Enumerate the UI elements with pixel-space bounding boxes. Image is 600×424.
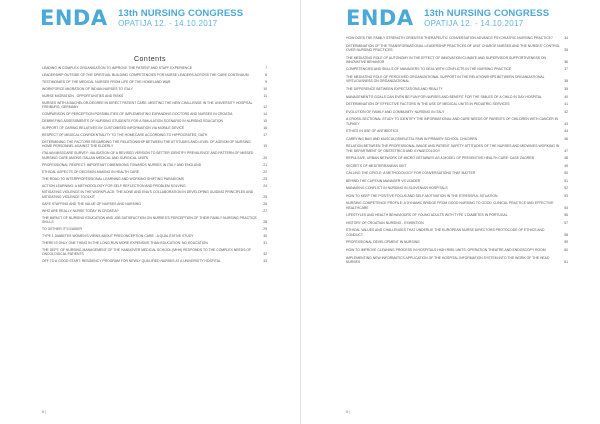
toc-entry-page: 31	[263, 241, 267, 245]
toc-entry-page: 39	[564, 86, 568, 91]
toc-entry-title: BEHIND THE CURTAIN MANAGER VS LEADER	[346, 178, 421, 183]
toc-entry-title: ETHICS IN USE OF ANTIBIOTICS	[346, 129, 399, 134]
toc-entry-title: THE DIFFERENCE BETWEEN EXPECTATIONS AND REALITY	[346, 86, 443, 91]
toc-entry-page: 7	[265, 66, 267, 70]
toc-entry-page: 22	[263, 169, 267, 174]
toc-entry-page: 9	[265, 79, 267, 84]
toc-entry-page: 40	[564, 94, 568, 99]
toc-entry-page: 54	[564, 205, 568, 210]
toc-entry-title: SECRETS OF MEDITERRANEAN DIET	[346, 163, 407, 168]
toc-entry-page: 52	[564, 186, 568, 191]
toc-entry-title: REPULSIVE, URBAN NETWORK OF MICRO GETAWAYS AS A MODEL OF PREVENTIVE HEALTH CARE: CASE ZAGREB	[346, 156, 534, 161]
toc-entry-page: 58	[564, 232, 568, 237]
toc-entry[interactable]	[346, 256, 568, 265]
toc-entry-page: 24	[263, 183, 267, 188]
congress-info	[424, 8, 549, 28]
toc-entry-page: 29	[263, 227, 267, 232]
toc-entry-title: SUPPORT OF CARING RELATIVES BY CUSTOMISED INFORMATION VIA MOBILE DEVICE	[42, 126, 185, 131]
toc-entry[interactable]	[346, 179, 568, 183]
toc-entry-title: HOW TO KEEP THE POSITIVE FOCUS AND SELF-MOTIVATION IN THE STRESSFUL SITUATION	[346, 193, 498, 198]
toc-entry-title: THE IMPACT OF NURSING EDUCATION AND JOB SATISFACTION ON NURSES'S PERCEPTION OF THEIR FAMILY NURSING PRACTICE SKILLS	[42, 215, 257, 225]
toc-entry-title: MANAGEMENT'S GOALS CAN EVEN BE FUN FOR NURSES AND BENEFIT FOR THE SMILES OF A CHILD IN DAY HOSPITAL	[346, 94, 542, 99]
toc-entry-title: COMPETENCIES AND SKILLS OF MANAGERS TO DEAL WITH CONFLICTS IN THE NURSING PRACTICE	[346, 67, 512, 72]
toc-entry-page: 44	[564, 129, 568, 134]
toc-entry[interactable]	[346, 87, 568, 91]
toc-entry[interactable]	[346, 56, 568, 65]
toc-entry[interactable]	[346, 36, 568, 40]
toc-entry-page: 15	[263, 119, 267, 124]
toc-entry-page: 59	[564, 240, 568, 245]
toc-entry[interactable]	[346, 110, 568, 114]
toc-entry[interactable]	[346, 228, 568, 237]
toc-entry-title: THE ROAD TO INTERPROFESSIONAL LEARNING AND WORKING SHIFTING PARADIGMS	[42, 176, 184, 181]
toc-entry-page: 27	[263, 208, 267, 213]
toc-entry[interactable]	[42, 170, 267, 174]
toc-entry[interactable]	[346, 164, 568, 168]
toc-entry-page: 10	[263, 86, 267, 91]
toc-entry-title: MANAGING CONFLICT IN NURSING IN SLOVENIAN HOSPITALS	[346, 186, 448, 191]
congress-title: 13th NURSING CONGRESS	[424, 8, 550, 19]
toc-entry-page: 34	[564, 36, 568, 40]
toc-entry[interactable]	[42, 87, 267, 91]
toc-entry-title: IMPLEMENTING NEW INFORMATICS APPLICATION OF THE HOSPITAL INFORMATION SYSTEM INTO THE WORK OF THE HEAD NURSES	[346, 255, 550, 264]
toc-entry-title: ACTION LEARNING: A METHODOLOGY FOR SELF REFLECTION AND PROBLEM SOLVING	[42, 183, 186, 188]
right-page	[300, 0, 600, 424]
toc-entry[interactable]	[42, 151, 267, 160]
toc-entry-title: RESPECT OF MEDICAL CONFIDENTIALITY TO THE HOMECARE ACCORDING TO HIPPOCRATES, OATH	[42, 132, 208, 137]
toc-entry-title: THE DEPT. OF NURSING MANAGEMENT OF THE HANNOVER MEDICAL SCHOOL (MHH) RESPONDS TO THE COMPLEX NEEDS OF ONCOLOGICAL PATIENTS	[42, 247, 252, 257]
toc-entry[interactable]	[42, 177, 267, 181]
toc-entry-title: ETHICAL ASPECTS OF DECISION-MAKING IN HEALTH CARE	[42, 169, 140, 174]
toc-entry-title: THE MEDIATING ROLE OF AUTONOMY IN THE EFFECT OF INNOVATION CLIMATE AND SUPERVISOR SUPPORTIVENESS ON INNOVATIVE BEHAVIOR	[346, 55, 547, 64]
enda-logo: ENDA	[40, 6, 108, 30]
enda-logo: ENDA	[346, 6, 414, 30]
toc-entry-title: SAFE STAFFING AND THE VALUE OF NURSES AND NURSING	[42, 201, 141, 206]
toc-entry[interactable]	[42, 126, 267, 130]
toc-entry-title: DETERMINING THE FACTORS REGARDING THE RELATIONSHIP BETWEEN THE ATTITUDES AND LEVEL OF AGEISM OF NURSING HOME PERSONNEL AGAINST THE ELDERLY	[42, 139, 251, 149]
toc-entry-title: WHO ARE REALLY NURSE TODAY IN CROATIA?	[42, 208, 119, 213]
toc-entry-title: DETERMINATION OF THE TRANSFORMATIONAL LEADERSHIP PRACTICES OF UNIT CHARGE NURSES AND THE NURSES' CONTROL OVER NURSING PRACTICES	[346, 43, 560, 52]
toc-entry-page: 53	[564, 193, 568, 198]
toc-entry-title: TESTIMONIES OF THE MEDICAL NURSES FROM LIFE OF THE HOMELAND WAR	[42, 79, 171, 84]
toc-entry-title: MITIGATING VIOLENCE IN THE WORKPLACE: THE AONE AND ENA'S COLLABORATION IN DEVELOPING GUIDING PRINCIPLES AND MITIGATING VIOLENCE TOOLKIT	[42, 190, 254, 199]
contents-heading: Contents	[133, 56, 167, 63]
toc-entry-title: THERE IS ONLY ONE THING IN THE LONG RUN MORE EXPENSIVE THAN EDUCATION: NO EDUCATION	[42, 241, 208, 245]
toc-entry[interactable]	[42, 202, 267, 206]
toc-entry-title: HOW TO IMPROVE CLEANING PROCESS IN HOSPITALS HIGH RISK UNITS: OPERATION THEATRE AND ENDOSCOPY ROOM	[346, 247, 546, 252]
toc-entry[interactable]	[42, 140, 267, 149]
toc-entry-page: 56	[564, 213, 568, 218]
toc-entry[interactable]	[42, 112, 267, 116]
toc-entry-page: 47	[564, 148, 568, 153]
toc-entry-title: NURSES WITH A BACHELOR-DEGREE IN DIRECT PATIENT CARE: MEETING THE NEW CHALLENGE IN THE UNIVERSITY HOSPITAL FREIBURG, GERMANY	[42, 100, 253, 110]
toc-entry[interactable]	[42, 80, 267, 84]
toc-entry-page: 32	[263, 252, 267, 257]
toc-entry-title: LIFESTYLES AND HEALTH BEHAVIOURS OF YOUNG ADULTS WITH TYPE 1 DIABETES IN PORTUGAL	[346, 213, 508, 218]
toc-entry-title: RELATION BETWEEN THE PROFESSIONAL IMAGE AND PATIENT SAFETY ATTITUDES OF THE NURSES AND MIDWIVES WORKING IN THE DEPARTMENT OF OBSTETRICS AND GYNAECOLOGY	[346, 144, 560, 153]
toc-entry-page: 30	[263, 234, 267, 239]
toc-entry-page: 26	[263, 201, 267, 206]
congress-dates: OPATIJA 12. - 14.10.2017	[424, 19, 524, 28]
toc-entry-title: ITALIAN MISSCARE SURVEY: VALIDATION OF A REVISED VERSION TO BETTER IDENTIFY PREVALENCE AND PATTERN OF MISSED NURSING CARE AMONG ITALIAN MEDICAL AND SURGICAL UNITS	[42, 151, 254, 160]
toc-entry[interactable]	[42, 216, 267, 225]
toc-entry-title: NURSING COMPETENCE PROFILE: A DYNAMIC BRIDGE FROM GOOD NURSING TO GOOD CLINICAL PRACTICE AND EFFECTIVE HEALTHCARE	[346, 201, 554, 210]
toc-entry-page: 19	[263, 144, 267, 149]
toc-entry[interactable]	[346, 240, 568, 244]
congress-dates: OPATIJA 12. - 14.10.2017	[118, 19, 218, 28]
congress-title: 13th NURSING CONGRESS	[118, 8, 244, 19]
toc-entry-page: 23	[263, 176, 267, 181]
toc-entry[interactable]	[42, 227, 267, 231]
toc-entry-page: 42	[564, 109, 568, 114]
page-number-left: 6 |	[42, 409, 47, 414]
toc-entry[interactable]	[346, 95, 568, 99]
toc-entry[interactable]	[346, 171, 568, 175]
toc-entry-title: PROFESSIONAL RESPECT: IMPORTANT DIMENSIONS TOWARDS NURSES IN ITALY AND ENGLAND	[42, 162, 202, 167]
toc-entry-page: 11	[263, 93, 267, 98]
toc-entry[interactable]	[346, 117, 568, 126]
toc-entry-page: 16	[263, 126, 267, 131]
toc-entry-title: DEBRIEFING ASSESSMENTS OF NURSING STUDENTS FOR A SIMULATION SCENARIO IN NURSING EDUCATION	[42, 119, 223, 124]
toc-entry-page: 61	[564, 259, 568, 264]
toc-entry-title: OFF TO A GOOD START: RESIDENCY PROGRAM FOR NEWLY QUALIFIED NURSES AT A UNIVERSITY HOSPITAL	[42, 259, 221, 264]
toc-entry-page: 38	[564, 79, 568, 84]
toc-entry[interactable]	[42, 190, 267, 199]
toc-entry-title: LEADERSHIP OUTSIDE OF THE SPIRITUAL BUILDING COMPETENCIES FOR NURSE LEADERS ACROSS THE CARE CONTINUUM	[42, 72, 249, 77]
toc-entry-title: HISTORY OF CROATIAN NURSING - EXHIBITION	[346, 220, 424, 225]
toc-entry-page: 46	[564, 136, 568, 141]
toc-entry[interactable]	[42, 259, 267, 263]
toc-entry-page: 8	[265, 72, 267, 77]
toc-entry[interactable]	[346, 221, 568, 225]
toc-entry-page: 12	[263, 105, 267, 110]
toc-entry[interactable]	[346, 186, 568, 190]
toc-entry[interactable]	[42, 234, 267, 238]
toc-entry[interactable]	[346, 213, 568, 217]
toc-entry-title: TYPE 1 DIABETES WOMEN'S VIEWS ABOUT PRECONCEPTION CARE - A QUALITATIVE STUDY	[42, 234, 194, 239]
congress-header	[40, 6, 243, 32]
toc-entry[interactable]	[42, 73, 267, 77]
toc-entry-page: 43	[564, 121, 568, 126]
toc-entry[interactable]	[42, 241, 267, 245]
toc-entry[interactable]	[42, 66, 267, 70]
table-of-contents-right	[346, 36, 568, 267]
toc-entry-page: 57	[564, 220, 568, 225]
toc-entry-page: 48	[564, 156, 568, 161]
toc-entry-page: 49	[564, 163, 568, 168]
toc-entry-page: 51	[564, 178, 568, 183]
toc-entry-page: 28	[263, 220, 267, 225]
toc-entry[interactable]	[346, 137, 568, 141]
toc-entry-page: 41	[564, 102, 568, 107]
toc-entry-page: 60	[564, 247, 568, 252]
table-of-contents-left	[42, 66, 267, 266]
toc-entry-title: A CROSS-SECTIONAL STUDY TO IDENTIFY THE INFORMATIONAL AND CARE NEEDS OF PARENTS OF CHILDREN WITH CANCER IN TURKEY	[346, 117, 559, 126]
toc-entry-title: TO GETHER IT'S EASIER	[42, 227, 82, 232]
toc-entry-title: ETHICAL VALUES AND CHALLENGES THAT UNDERLIE THE EUROPEAN NURSE DIRECTORS PROTOCODE OF ETHICS AND CONDUCT	[346, 228, 545, 237]
toc-entry-title: HOW DOES THE FAMILY STRENGTH ORIENTED THERAPEUTIC CONVERSATION ADVANCE PSYCHIATRIC NURSING PRACTICE?	[346, 36, 553, 40]
toc-entry-title: WORKFORCE MIGRATION OF INDIAN NURSES TO ITALY	[42, 86, 133, 91]
toc-entry-page: 20	[263, 155, 267, 160]
toc-entry-page: 33	[263, 259, 267, 264]
toc-entry-page: 14	[263, 112, 267, 117]
congress-info	[118, 8, 243, 28]
toc-entry-page: 37	[564, 67, 568, 72]
toc-entry-title: EVOLUTION OF FAMILY AND COMMUNITY NURSING IN ITALY	[346, 109, 445, 114]
toc-entry-title: CALLING THE CIRCLE: A METHODOLOGY FOR CONVERSATIONS THAT MATTER	[346, 171, 476, 176]
toc-entry[interactable]	[42, 248, 267, 257]
toc-entry[interactable]	[346, 194, 568, 198]
toc-entry-title: DETERMINATION OF EFFECTIVE FACTORS IN THE USE OF MEDICAL UNITS IN PEDIATRIC SERVICES	[346, 102, 510, 107]
toc-entry[interactable]	[346, 156, 568, 160]
toc-entry[interactable]	[42, 101, 267, 110]
toc-entry-title: NURSE MIGRATION , OPPORTUNITIES AND RISKS	[42, 93, 124, 98]
toc-entry[interactable]	[42, 163, 267, 167]
toc-entry-page: 36	[564, 59, 568, 64]
toc-entry-title: THE MEDIATING ROLE OF PERCEIVED ORGANIZATIONAL SUPPORT IN THE RELATIONSHIPS BETWEEN ORGANIZATIONAL VIRTUOUSNESS ON ORGANIZATIONAL	[346, 75, 545, 84]
toc-entry-title: COMPARISON OF PERCEPTION POSSIBILITIES OF IMPLEMENTING EXPANDING DOCTORS AND NURSES IN CROATIA	[42, 112, 233, 117]
toc-entry-title: PROFESSIONAL DEVELOPMENT IN NURSING	[346, 240, 420, 245]
toc-entry-page: 21	[263, 162, 267, 167]
toc-entry-title: CARRYING BAG AND MUSCULOSKELETAL PAIN IN PRIMARY SCHOOL CHILDREN	[346, 136, 478, 141]
toc-entry[interactable]	[42, 209, 267, 213]
toc-entry[interactable]	[42, 133, 267, 137]
toc-entry-page: 25	[263, 194, 267, 199]
toc-entry[interactable]	[346, 248, 568, 252]
toc-entry[interactable]	[42, 94, 267, 98]
toc-entry[interactable]	[346, 102, 568, 106]
toc-entry-page: 35	[564, 47, 568, 52]
toc-entry-page: 17	[263, 132, 267, 137]
toc-entry-page: 50	[564, 171, 568, 176]
toc-entry[interactable]	[346, 144, 568, 153]
page-number-right: 5 |	[346, 409, 351, 414]
toc-entry[interactable]	[346, 75, 568, 84]
toc-entry[interactable]	[346, 129, 568, 133]
toc-entry[interactable]	[42, 184, 267, 188]
toc-entry[interactable]	[346, 44, 568, 53]
toc-entry[interactable]	[346, 201, 568, 210]
toc-entry[interactable]	[42, 119, 267, 123]
toc-entry-title: LEADING IN COMPLEX ORGANISATION TO IMPROVE THE PATIENT AND STAFF EXPERIENCE	[42, 66, 193, 70]
congress-header	[346, 6, 549, 32]
toc-entry[interactable]	[346, 67, 568, 71]
